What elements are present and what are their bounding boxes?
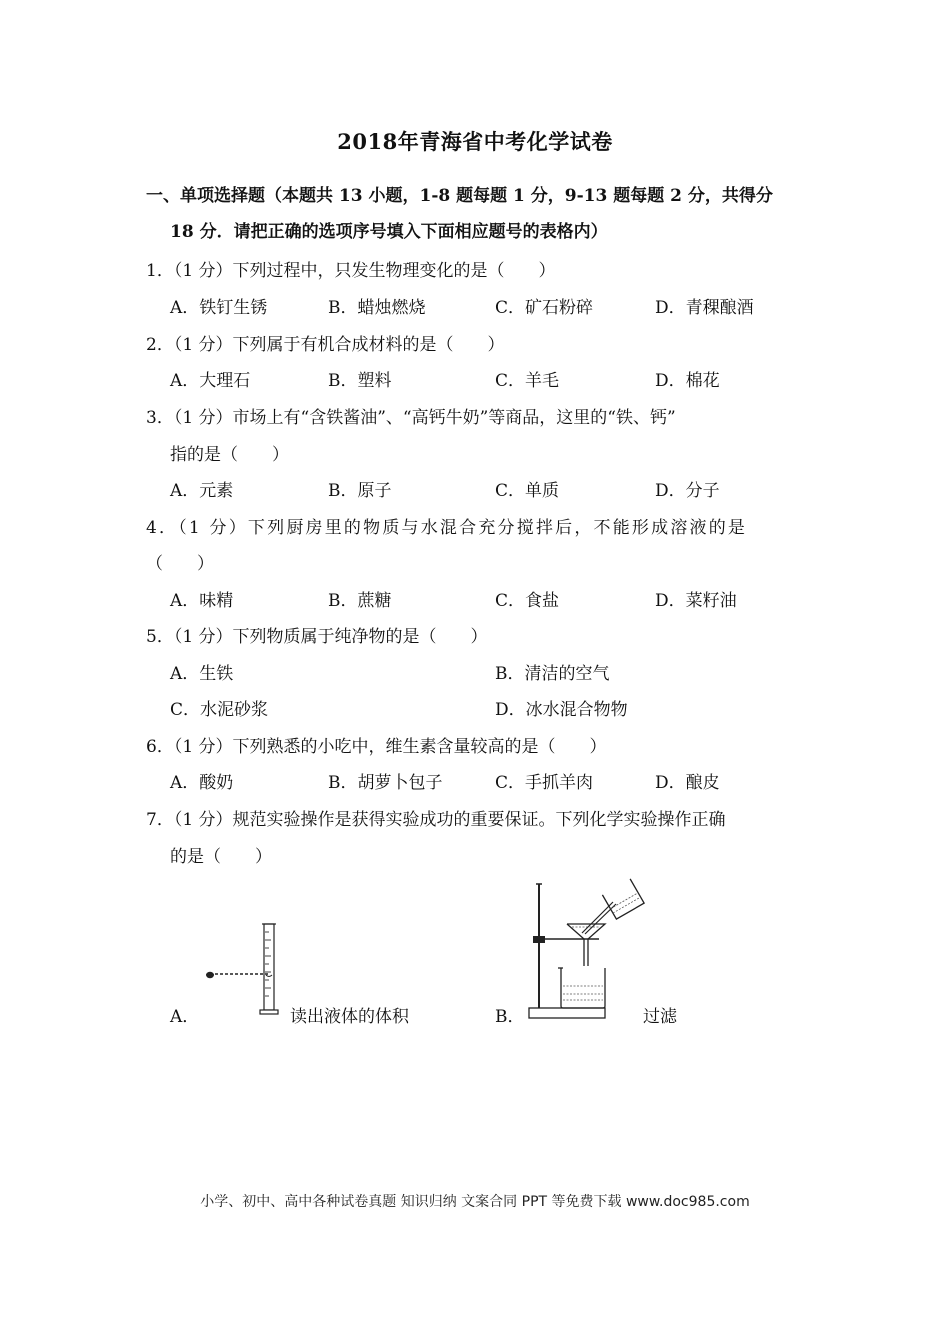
question-4-stem: 4．（1 分）下列厨房里的物质与水混合充分搅拌后，不能形成溶液的是: [146, 518, 748, 538]
question-2-stem: 2．（1 分）下列属于有机合成材料的是（ ）: [146, 335, 505, 355]
q2-option-d: D．棉花: [655, 371, 720, 391]
question-4-stem-cont: （ ）: [146, 554, 214, 574]
q6-option-a: A．酸奶: [170, 773, 234, 793]
question-7-stem: 7．（1 分）规范实验操作是获得实验成功的重要保证。下列化学实验操作正确: [146, 810, 726, 830]
q4-option-c: C．食盐: [495, 591, 560, 611]
q6-option-c: C．手抓羊肉: [495, 773, 594, 793]
q5-option-a: A．生铁: [170, 664, 234, 684]
q5-option-b: B．清洁的空气: [495, 664, 610, 684]
q6-option-b: B．胡萝卜包子: [328, 773, 443, 793]
question-1-stem: 1．（1 分）下列过程中，只发生物理变化的是（ ）: [146, 261, 556, 281]
question-7-stem-cont: 的是（ ）: [170, 847, 272, 867]
graduated-cylinder-figure: [200, 918, 290, 1022]
q3-option-d: D．分子: [655, 481, 720, 501]
filtration-apparatus-figure: [525, 876, 655, 1024]
question-5-stem: 5．（1 分）下列物质属于纯净物的是（ ）: [146, 627, 488, 647]
q4-option-b: B．蔗糖: [328, 591, 392, 611]
question-3-stem-cont: 指的是（ ）: [170, 445, 289, 465]
q4-option-a: A．味精: [170, 591, 234, 611]
q2-option-b: B．塑料: [328, 371, 392, 391]
q7-option-a: A．: [170, 1007, 200, 1027]
q5-option-d: D．冰水混合物物: [495, 700, 628, 720]
q1-option-a: A．铁钉生锈: [170, 298, 268, 318]
q1-option-d: D．青稞酿酒: [655, 298, 754, 318]
section-heading-line2: 18 分．请把正确的选项序号填入下面相应题号的表格内）: [170, 222, 608, 242]
page-footer: 小学、初中、高中各种试卷真题 知识归纳 文案合同 PPT 等免费下载 www.doc985.com: [200, 1194, 750, 1210]
q1-option-c: C．矿石粉碎: [495, 298, 594, 318]
q1-option-b: B．蜡烛燃烧: [328, 298, 426, 318]
q4-option-d: D．菜籽油: [655, 591, 737, 611]
page-title: 2018年青海省中考化学试卷: [337, 129, 613, 154]
question-3-stem: 3．（1 分）市场上有“含铁酱油”、“高钙牛奶”等商品，这里的“铁、钙”: [146, 408, 676, 428]
q3-option-a: A．元素: [170, 481, 234, 501]
q2-option-c: C．羊毛: [495, 371, 560, 391]
q3-option-c: C．单质: [495, 481, 560, 501]
q2-option-a: A．大理石: [170, 371, 251, 391]
question-6-stem: 6．（1 分）下列熟悉的小吃中，维生素含量较高的是（ ）: [146, 737, 607, 757]
q7-option-b-text: 过滤: [643, 1007, 677, 1027]
section-heading-line1: 一、单项选择题（本题共 13 小题，1-8 题每题 1 分，9-13 题每题 2 分，共得分: [146, 186, 773, 206]
q5-option-c: C．水泥砂浆: [170, 700, 269, 720]
q6-option-d: D．酿皮: [655, 773, 720, 793]
q3-option-b: B．原子: [328, 481, 392, 501]
q7-option-a-text: 读出液体的体积: [290, 1007, 409, 1027]
q7-option-b: B．: [495, 1007, 525, 1027]
